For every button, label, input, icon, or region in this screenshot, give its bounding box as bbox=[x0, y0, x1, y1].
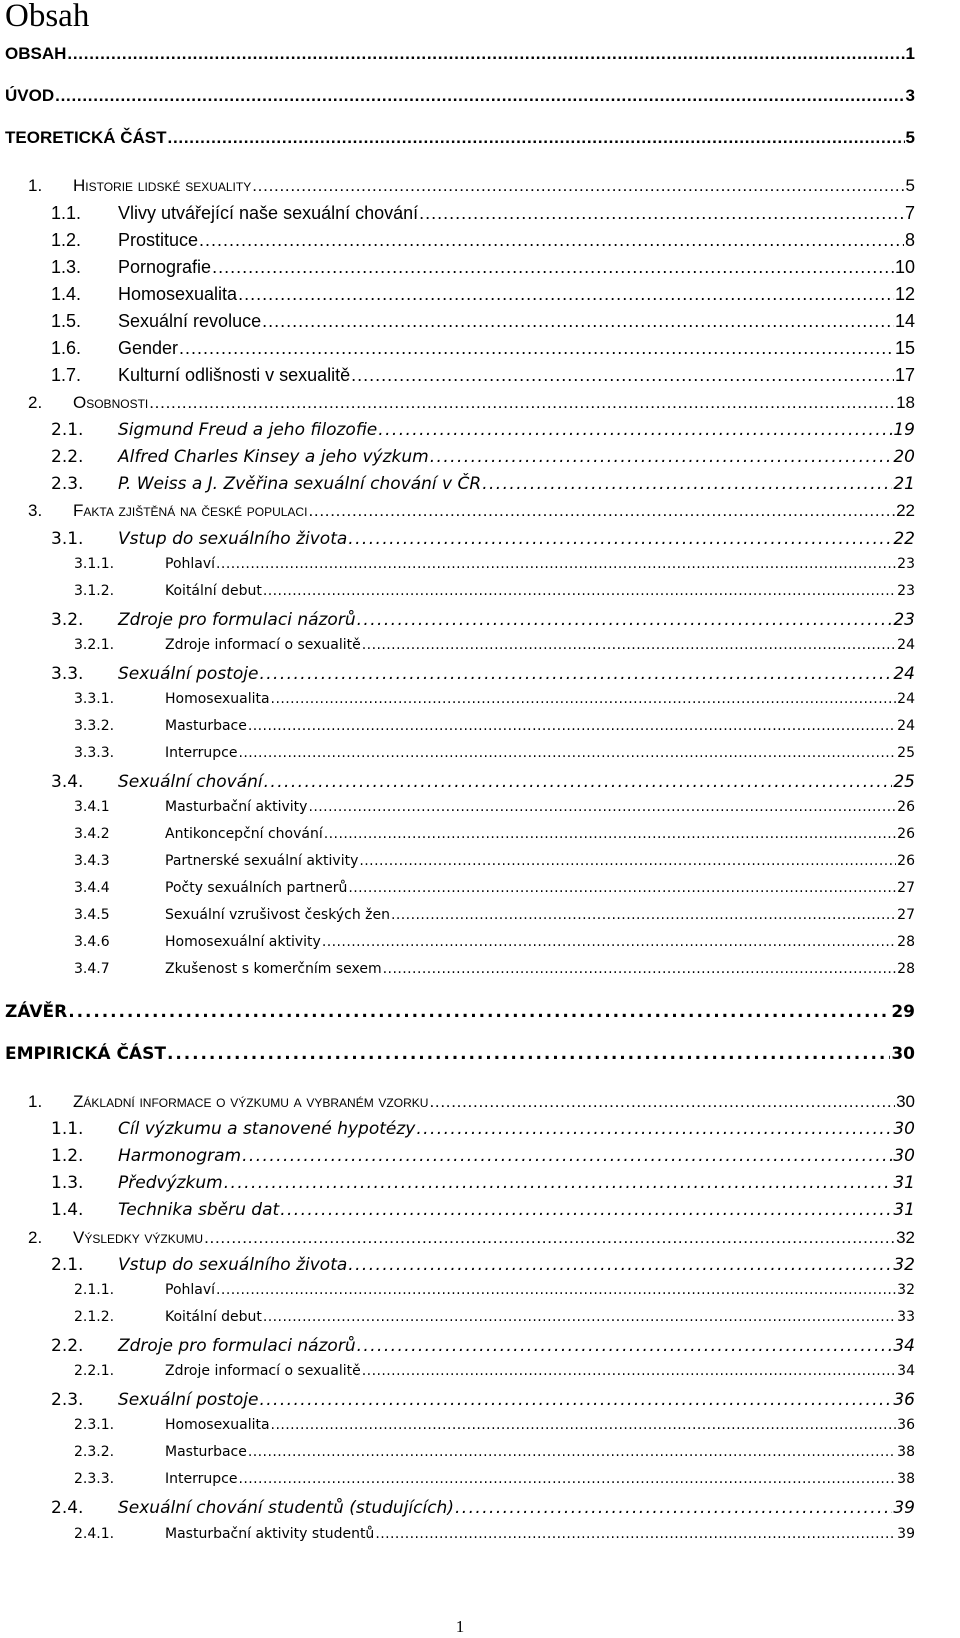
toc-entry-number: 2. bbox=[28, 1228, 43, 1247]
toc-entry-number: 2.1. bbox=[51, 1255, 84, 1275]
toc-entry-number: 3.2.1. bbox=[74, 637, 115, 653]
toc-entry-number: 3.4.4 bbox=[74, 880, 110, 896]
toc-entry-number: 2.4.1. bbox=[74, 1526, 115, 1542]
toc-entry-page: 21 bbox=[893, 474, 915, 494]
toc-entry-label: Antikoncepční chování bbox=[165, 826, 323, 842]
toc-entry-label: Technika sběru dat bbox=[118, 1200, 280, 1220]
toc-entry-number: 1.6. bbox=[51, 338, 82, 358]
toc-entry-page: 24 bbox=[893, 664, 915, 684]
toc-entry[interactable] bbox=[51, 230, 915, 251]
toc-dot-leader bbox=[149, 393, 895, 413]
page-title: Obsah bbox=[5, 0, 90, 34]
toc-entry-label: Koitální debut bbox=[165, 583, 262, 599]
toc-entry-label: Fakta zjištěná na české populaci bbox=[73, 501, 308, 520]
toc-entry-label: Cíl výzkumu a stanovené hypotézy bbox=[118, 1119, 416, 1139]
toc-entry-page: 24 bbox=[897, 718, 915, 734]
toc-entry-page: 1 bbox=[905, 44, 915, 63]
toc-dot-leader bbox=[212, 257, 894, 278]
toc-entry[interactable] bbox=[74, 799, 915, 815]
toc-entry-page: 26 bbox=[897, 853, 915, 869]
toc-entry-page: 26 bbox=[897, 826, 915, 842]
toc-entry-label: Sexuální vzrušivost českých žen bbox=[165, 907, 390, 923]
toc-entry[interactable] bbox=[51, 338, 915, 359]
toc-entry[interactable] bbox=[74, 745, 915, 761]
toc-dot-leader bbox=[264, 772, 893, 792]
toc-entry-number: 1.4. bbox=[51, 1200, 84, 1220]
toc-entry-number: 2.3. bbox=[51, 1390, 84, 1410]
toc-entry-page: 8 bbox=[904, 230, 915, 250]
toc-entry-label: Gender bbox=[118, 338, 179, 358]
toc-entry-page: 31 bbox=[893, 1173, 915, 1193]
toc-entry-number: 2.3.3. bbox=[74, 1471, 115, 1487]
toc-dot-leader bbox=[204, 1228, 895, 1248]
toc-entry-page: 39 bbox=[893, 1498, 915, 1518]
toc-entry-label: Sexuální postoje bbox=[118, 1390, 259, 1410]
toc-entry-page: 32 bbox=[893, 1255, 915, 1275]
toc-entry-label: Harmonogram bbox=[118, 1146, 242, 1166]
toc-entry[interactable] bbox=[5, 1044, 915, 1064]
toc-entry-page: 38 bbox=[897, 1444, 915, 1460]
toc-dot-leader bbox=[383, 961, 897, 977]
toc-entry[interactable] bbox=[74, 1363, 915, 1379]
toc-entry-label: Masturbační aktivity studentů bbox=[165, 1526, 375, 1542]
toc-dot-leader bbox=[271, 1417, 897, 1433]
toc-entry-label: Interrupce bbox=[165, 745, 238, 761]
toc-entry-page: 32 bbox=[896, 1228, 915, 1247]
toc-entry[interactable] bbox=[74, 718, 915, 734]
toc-entry-page: 33 bbox=[897, 1309, 915, 1325]
toc-entry-number: 1.5. bbox=[51, 311, 82, 331]
toc-entry-label: Homosexualita bbox=[165, 1417, 270, 1433]
toc-dot-leader bbox=[224, 1173, 893, 1193]
page-number: 1 bbox=[455, 1617, 465, 1636]
toc-entry-page: 30 bbox=[893, 1119, 915, 1139]
toc-entry[interactable] bbox=[51, 1336, 915, 1356]
toc-entry-number: 1.4. bbox=[51, 284, 82, 304]
toc-dot-leader bbox=[348, 880, 896, 896]
toc-entry-number: 2.4. bbox=[51, 1498, 84, 1518]
toc-dot-leader bbox=[259, 664, 892, 684]
toc-entry[interactable] bbox=[51, 1255, 915, 1275]
toc-entry[interactable] bbox=[5, 128, 915, 148]
toc-entry-label: Sigmund Freud a jeho filozofie bbox=[118, 420, 378, 440]
toc-entry[interactable] bbox=[51, 1146, 915, 1166]
toc-entry[interactable] bbox=[74, 637, 915, 653]
toc-dot-leader bbox=[455, 1498, 892, 1518]
toc-dot-leader bbox=[324, 826, 896, 842]
toc-entry-label: Masturbace bbox=[165, 718, 247, 734]
toc-dot-leader bbox=[322, 934, 896, 950]
toc-entry[interactable] bbox=[5, 86, 915, 106]
toc-entry-page: 12 bbox=[894, 284, 915, 304]
toc-dot-leader bbox=[271, 691, 897, 707]
toc-entry-number: 3.4. bbox=[51, 772, 84, 792]
toc-entry-page: 24 bbox=[897, 691, 915, 707]
toc-entry[interactable] bbox=[51, 257, 915, 278]
toc-entry-label: Homosexualita bbox=[165, 691, 270, 707]
toc-entry[interactable] bbox=[28, 501, 915, 521]
toc-dot-leader bbox=[357, 1336, 893, 1356]
toc-entry-page: 27 bbox=[897, 880, 915, 896]
toc-entry-number: 1.3. bbox=[51, 1173, 84, 1193]
toc-entry[interactable] bbox=[51, 529, 915, 549]
toc-entry-number: 2.3. bbox=[51, 474, 84, 494]
toc-dot-leader bbox=[482, 474, 892, 494]
toc-entry-label: P. Weiss a J. Zvěřina sexuální chování v ČR bbox=[118, 474, 482, 494]
toc-entry-page: 31 bbox=[893, 1200, 915, 1220]
toc-entry-page: 5 bbox=[905, 128, 915, 147]
toc-entry-label: Sexuální revoluce bbox=[118, 311, 262, 331]
toc-entry-page: 25 bbox=[893, 772, 915, 792]
toc-entry[interactable] bbox=[28, 1228, 915, 1248]
toc-entry-page: 39 bbox=[897, 1526, 915, 1542]
toc-entry[interactable] bbox=[74, 1309, 915, 1325]
toc-entry-page: 29 bbox=[891, 1002, 915, 1022]
toc-entry[interactable] bbox=[74, 691, 915, 707]
toc-entry[interactable] bbox=[51, 664, 915, 684]
toc-entry-label: Vlivy utvářející naše sexuální chování bbox=[118, 203, 419, 223]
toc-dot-leader bbox=[348, 1255, 892, 1275]
toc-entry[interactable] bbox=[51, 311, 915, 332]
toc-entry[interactable] bbox=[74, 1282, 915, 1298]
toc-dot-leader bbox=[348, 529, 892, 549]
toc-entry[interactable] bbox=[28, 1092, 915, 1112]
toc-entry-number: 3.1.1. bbox=[74, 556, 115, 572]
toc-dot-leader bbox=[199, 230, 904, 251]
toc-dot-leader bbox=[216, 1282, 896, 1298]
toc-entry-page: 22 bbox=[896, 501, 915, 520]
toc-entry-page: 7 bbox=[904, 203, 915, 223]
toc-entry-number: 3.2. bbox=[51, 610, 84, 630]
toc-entry[interactable] bbox=[51, 1498, 915, 1518]
toc-entry-number: 2.2.1. bbox=[74, 1363, 115, 1379]
toc-entry-number: 3.4.3 bbox=[74, 853, 110, 869]
toc-entry-number: 2.2. bbox=[51, 1336, 84, 1356]
toc-dot-leader bbox=[416, 1119, 892, 1139]
toc-entry-page: 36 bbox=[897, 1417, 915, 1433]
toc-entry[interactable] bbox=[51, 420, 915, 440]
toc-entry-number: 3.4.7 bbox=[74, 961, 110, 977]
toc-entry[interactable] bbox=[51, 203, 915, 224]
toc-entry-label: Partnerské sexuální aktivity bbox=[165, 853, 359, 869]
toc-entry-number: 3.3. bbox=[51, 664, 84, 684]
toc-entry[interactable] bbox=[74, 583, 915, 599]
toc-entry[interactable] bbox=[74, 1444, 915, 1460]
toc-entry-label: Vstup do sexuálního života bbox=[118, 1255, 348, 1275]
toc-entry-page: 17 bbox=[894, 365, 915, 385]
toc-dot-leader bbox=[67, 44, 904, 64]
toc-entry-label: ÚVOD bbox=[5, 86, 55, 105]
toc-dot-leader bbox=[308, 501, 895, 521]
toc-dot-leader bbox=[55, 86, 904, 106]
toc-entry-label: Pornografie bbox=[118, 257, 212, 277]
toc-entry-number: 1.7. bbox=[51, 365, 82, 385]
toc-dot-leader bbox=[308, 799, 896, 815]
toc-entry[interactable] bbox=[74, 826, 915, 842]
toc-entry-number: 2.2. bbox=[51, 447, 84, 467]
toc-entry-label: Zkušenost s komerčním sexem bbox=[165, 961, 382, 977]
toc-entry-number: 3.4.1 bbox=[74, 799, 110, 815]
toc-entry-number: 3.3.1. bbox=[74, 691, 115, 707]
toc-entry-page: 18 bbox=[896, 393, 915, 412]
toc-entry-label: Masturbační aktivity bbox=[165, 799, 308, 815]
toc-dot-leader bbox=[248, 1444, 896, 1460]
toc-dot-leader bbox=[242, 1146, 892, 1166]
toc-entry-page: 20 bbox=[893, 447, 915, 467]
toc-entry-label: Prostituce bbox=[118, 230, 199, 250]
toc-entry-number: 2.1. bbox=[51, 420, 84, 440]
toc-entry-number: 3.4.5 bbox=[74, 907, 110, 923]
toc-entry-number: 3.1. bbox=[51, 529, 84, 549]
toc-dot-leader bbox=[362, 637, 896, 653]
toc-entry-page: 30 bbox=[896, 1092, 915, 1111]
toc-dot-leader bbox=[238, 284, 894, 305]
toc-entry-number: 2.1.2. bbox=[74, 1309, 115, 1325]
toc-dot-leader bbox=[357, 610, 893, 630]
toc-entry-page: 23 bbox=[897, 556, 915, 572]
toc-entry-page: 26 bbox=[897, 799, 915, 815]
toc-entry-label: Masturbace bbox=[165, 1444, 247, 1460]
toc-dot-leader bbox=[248, 718, 896, 734]
toc-dot-leader bbox=[68, 1002, 890, 1022]
toc-entry-page: 15 bbox=[894, 338, 915, 358]
toc-entry[interactable] bbox=[51, 474, 915, 494]
toc-entry-number: 3.1.2. bbox=[74, 583, 115, 599]
toc-entry-label: Pohlaví bbox=[165, 556, 216, 572]
toc-entry-page: 34 bbox=[893, 1336, 915, 1356]
toc-entry-label: Alfred Charles Kinsey a jeho výzkum bbox=[118, 447, 429, 467]
toc-entry-number: 1.3. bbox=[51, 257, 82, 277]
toc-dot-leader bbox=[179, 338, 894, 359]
toc-entry-label: EMPIRICKÁ ČÁST bbox=[5, 1044, 166, 1064]
toc-entry-page: 14 bbox=[894, 311, 915, 331]
toc-entry-label: Homosexualita bbox=[118, 284, 238, 304]
toc-entry[interactable] bbox=[74, 934, 915, 950]
toc-entry-page: 25 bbox=[897, 745, 915, 761]
toc-dot-leader bbox=[430, 447, 893, 467]
toc-dot-leader bbox=[429, 1092, 895, 1112]
toc-entry-page: 34 bbox=[897, 1363, 915, 1379]
toc-entry-page: 3 bbox=[905, 86, 915, 105]
toc-dot-leader bbox=[259, 1390, 892, 1410]
toc-dot-leader bbox=[351, 365, 894, 386]
toc-entry-label: Homosexuální aktivity bbox=[165, 934, 321, 950]
toc-entry-label: TEORETICKÁ ČÁST bbox=[5, 128, 167, 147]
toc-entry[interactable] bbox=[74, 1417, 915, 1433]
toc-entry-number: 2.1.1. bbox=[74, 1282, 115, 1298]
toc-entry-page: 23 bbox=[897, 583, 915, 599]
toc-entry-label: Interrupce bbox=[165, 1471, 238, 1487]
toc-entry-page: 23 bbox=[893, 610, 915, 630]
toc-entry-number: 1.2. bbox=[51, 1146, 84, 1166]
toc-entry[interactable] bbox=[51, 772, 915, 792]
toc-entry-label: Kulturní odlišnosti v sexualitě bbox=[118, 365, 351, 385]
toc-entry-label: Historie lidské sexuality bbox=[73, 176, 252, 195]
toc-entry[interactable] bbox=[5, 1002, 915, 1022]
toc-dot-leader bbox=[419, 203, 904, 224]
toc-entry-number: 2. bbox=[28, 393, 43, 412]
toc-dot-leader bbox=[252, 176, 904, 196]
toc-entry-number: 3.4.2 bbox=[74, 826, 110, 842]
toc-entry-label: Pohlaví bbox=[165, 1282, 216, 1298]
toc-entry-label: Sexuální chování bbox=[118, 772, 263, 792]
toc-entry[interactable] bbox=[51, 447, 915, 467]
toc-entry-number: 3.3.3. bbox=[74, 745, 115, 761]
toc-entry[interactable] bbox=[74, 880, 915, 896]
toc-dot-leader bbox=[238, 745, 896, 761]
toc-entry-number: 1.1. bbox=[51, 203, 82, 223]
toc-entry-label: Výsledky výzkumu bbox=[73, 1228, 204, 1247]
toc-entry-label: Zdroje informací o sexualitě bbox=[165, 1363, 361, 1379]
toc-entry[interactable] bbox=[74, 961, 915, 977]
toc-entry-page: 32 bbox=[897, 1282, 915, 1298]
toc-dot-leader bbox=[167, 1044, 890, 1064]
toc-dot-leader bbox=[280, 1200, 892, 1220]
toc-entry-number: 1.2. bbox=[51, 230, 82, 250]
toc-dot-leader bbox=[359, 853, 896, 869]
toc-entry-page: 30 bbox=[893, 1146, 915, 1166]
toc-entry-page: 28 bbox=[897, 961, 915, 977]
toc-entry[interactable] bbox=[28, 176, 915, 196]
toc-entry[interactable] bbox=[51, 610, 915, 630]
toc-entry-number: 1. bbox=[28, 176, 43, 195]
toc-entry[interactable] bbox=[74, 853, 915, 869]
toc-dot-leader bbox=[262, 311, 894, 332]
toc-entry-page: 5 bbox=[905, 176, 915, 195]
toc-dot-leader bbox=[391, 907, 896, 923]
toc-entry-page: 27 bbox=[897, 907, 915, 923]
toc-entry[interactable] bbox=[74, 907, 915, 923]
toc-entry-number: 1. bbox=[28, 1092, 43, 1111]
toc-dot-leader bbox=[263, 583, 896, 599]
toc-dot-leader bbox=[375, 1526, 896, 1542]
toc-entry-label: ZÁVĚR bbox=[5, 1002, 68, 1022]
toc-dot-leader bbox=[362, 1363, 896, 1379]
toc-dot-leader bbox=[168, 128, 905, 148]
toc-entry-label: Zdroje pro formulaci názorů bbox=[118, 610, 356, 630]
toc-entry-page: 30 bbox=[891, 1044, 915, 1064]
toc-entry-page: 19 bbox=[893, 420, 915, 440]
toc-dot-leader bbox=[238, 1471, 896, 1487]
toc-entry-page: 28 bbox=[897, 934, 915, 950]
toc-entry-label: Zdroje pro formulaci názorů bbox=[118, 1336, 356, 1356]
toc-entry-label: OBSAH bbox=[5, 44, 67, 63]
toc-entry-page: 36 bbox=[893, 1390, 915, 1410]
toc-entry[interactable] bbox=[51, 365, 915, 386]
toc-entry-number: 3.3.2. bbox=[74, 718, 115, 734]
toc-entry-number: 1.1. bbox=[51, 1119, 84, 1139]
toc-entry[interactable] bbox=[51, 284, 915, 305]
toc-entry[interactable] bbox=[74, 1471, 915, 1487]
toc-entry-label: Základní informace o výzkumu a vybraném vzorku bbox=[73, 1092, 429, 1111]
toc-entry-number: 2.3.1. bbox=[74, 1417, 115, 1433]
toc-entry-label: Počty sexuálních partnerů bbox=[165, 880, 348, 896]
toc-entry[interactable] bbox=[74, 1526, 915, 1542]
toc-entry-number: 3.4.6 bbox=[74, 934, 110, 950]
toc-entry-label: Sexuální postoje bbox=[118, 664, 259, 684]
toc-entry-page: 24 bbox=[897, 637, 915, 653]
toc-entry[interactable] bbox=[51, 1390, 915, 1410]
toc-entry-page: 22 bbox=[893, 529, 915, 549]
toc-entry-label: Koitální debut bbox=[165, 1309, 262, 1325]
toc-entry-label: Vstup do sexuálního života bbox=[118, 529, 348, 549]
toc-entry[interactable] bbox=[51, 1200, 915, 1220]
toc-dot-leader bbox=[263, 1309, 896, 1325]
toc-entry-label: Sexuální chování studentů (studujících) bbox=[118, 1498, 454, 1518]
toc-entry[interactable] bbox=[51, 1173, 915, 1193]
toc-entry-number: 3. bbox=[28, 501, 43, 520]
toc-entry[interactable] bbox=[28, 393, 915, 413]
toc-entry-label: Osobnosti bbox=[73, 393, 149, 412]
toc-entry[interactable] bbox=[5, 44, 915, 64]
toc-entry-page: 10 bbox=[894, 257, 915, 277]
toc-entry[interactable] bbox=[74, 556, 915, 572]
toc-entry-label: Předvýzkum bbox=[118, 1173, 223, 1193]
toc-dot-leader bbox=[216, 556, 896, 572]
toc-entry[interactable] bbox=[51, 1119, 915, 1139]
toc-entry-label: Zdroje informací o sexualitě bbox=[165, 637, 361, 653]
toc-dot-leader bbox=[378, 420, 892, 440]
toc-entry-page: 38 bbox=[897, 1471, 915, 1487]
toc-entry-number: 2.3.2. bbox=[74, 1444, 115, 1460]
